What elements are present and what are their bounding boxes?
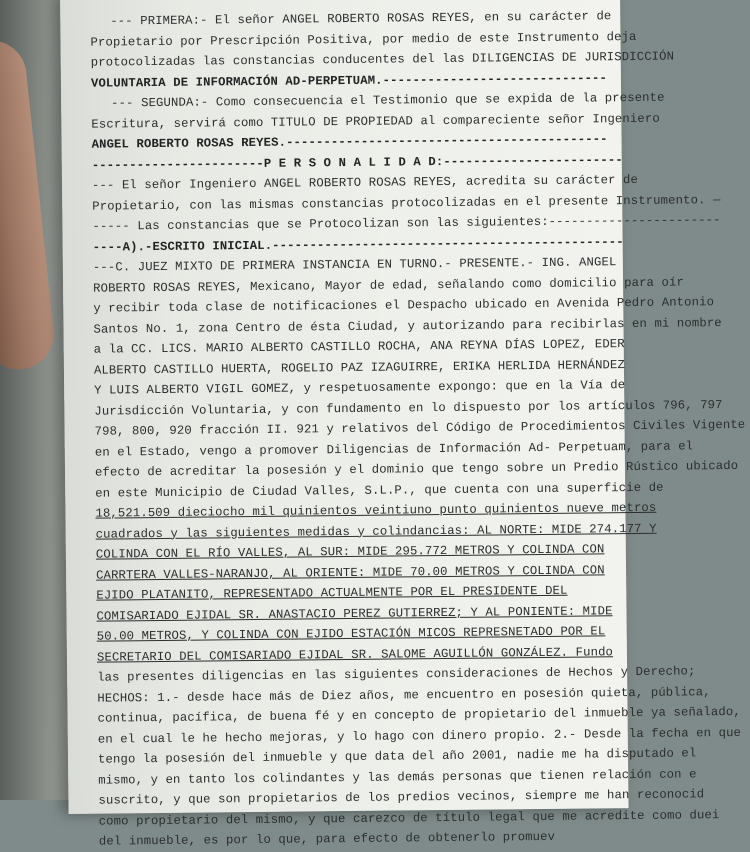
text-line: ---C. JUEZ MIXTO DE PRIMERA INSTANCIA EN TURNO.- PRESENTE.- ING. ANGEL [92,255,617,275]
text-line: ROBERTO ROSAS REYES, Mexicano, Mayor de edad, señalando como domicilio para oír [93,274,684,296]
text-line: cuadrados y las siguientes medidas y colindancias: AL NORTE: MIDE 274.177 Y [95,521,657,542]
text-line: HECHOS: 1.- desde hace más de Diez años, me encuentro en posesión quieta, pública, [97,684,711,706]
text-line: --- PRIMERA:- El señor ANGEL ROBERTO ROSAS REYES, en su carácter de [110,9,612,29]
text-line: --- SEGUNDA:- Como consecuencia el Testimonio que se expida de la presente [111,90,665,111]
text-line: Propietario, con las mismas constancias protocolizadas en el presente Instrumento. — [92,192,721,214]
text-line: las presentes diligencias en las siguientes consideraciones de Hechos y Derecho; [97,664,696,685]
section-heading: -----------------------P E R S O N A L I D A D:------------------------ [91,152,623,173]
text-line: y recibir toda clase de notificaciones el Despacho ubicado en Avenida Pedro Antonio [93,295,715,316]
text-line: Escritura, servirá como TITULO DE PROPIEDAD al compareciente señor Ingeniero [91,111,660,132]
text-line: en este Municipio de Ciudad Valles, S.L.P., que cuenta con una superficie de [95,480,664,501]
text-line: ALBERTO CASTILLO HUERTA, ROGELIO PAZ IZAGUIRRE, ERIKA HERLIDA HERNÁNDEZ [93,357,626,378]
text-line: Y LUIS ALBERTO VIGIL GOMEZ, y respetuosamente expongo: que en la Vía de [94,378,626,398]
text-line: EJIDO PLATANITO, REPRESENTADO ACTUALMENTE POR EL PRESIDENTE DEL [96,583,568,603]
text-line: en el Estado, vengo a promover Diligencias de Información Ad- Perpetuam, para el [94,438,694,460]
text-line: COLINDA CON EL RÍO VALLES, AL SUR: MIDE 295.772 METROS Y COLINDA CON [95,542,605,562]
text-line: como propietario del mismo, y que carezco de título legal que me acredite como duei [98,807,720,829]
text-line: VOLUNTARIA DE INFORMACIÓN AD-PERPETUAM.------------------------------ [90,70,608,91]
text-line: Propietario por Prescripción Positiva, por medio de este Instrumento deja [90,29,637,50]
text-line: protocolizadas las constancias conducentes del las DILIGENCIAS DE JURISDICCIÓN [90,49,675,70]
text-line: ANGEL ROBERTO ROSAS REYES.------------------------------------------- [91,132,608,152]
text-line: COMISARIADO EJIDAL SR. ANASTACIO PEREZ GUTIERREZ; Y AL PONIENTE: MIDE [96,603,613,624]
text-line: CARRTERA VALLES-NARANJO, AL ORIENTE: MIDE 70.00 METROS Y COLINDA CON [96,562,605,583]
text-line: --- El señor Ingeniero ANGEL ROBERTO ROSAS REYES, acredita su carácter de [91,172,639,193]
text-line: tengo la posesión del inmueble y que data del año 2001, nadie me ha disputado el [97,746,697,767]
text-line: 798, 800, 920 fracción II. 921 y relativos del Código de Procedimientos Civiles Vigente [94,417,746,439]
document-text [90,6,746,852]
text-line: ----- Las constancias que se Protocolizan son las siguientes:----------------------- [92,213,721,234]
text-line: mismo, y en tanto los colindantes y las demás personas que tienen relación con e [98,766,697,788]
text-line: SECRETARIO DEL COMISARIADO EJIDAL SR. SALOME AGUILLÓN GONZÁLEZ. Fundo [96,644,614,665]
text-line: a la CC. LICS. MARIO ALBERTO CASTILLO ROCHA, ANA REYNA DÍAS LOPEZ, EDER [93,337,625,357]
section-heading: ----A).-ESCRITO INICIAL.----------------------------------------------- [92,234,624,255]
text-line: 18,521.509 dieciocho mil quinientos veintiuno punto quinientos nueve metros [95,500,657,521]
text-line: suscrito, y que son propietarios de los predios vecinos, siempre me han reconocid [98,787,705,808]
text-line: continua, pacífica, de buena fé y en concepto de propietario del inmueble ya señalado, [97,704,741,726]
text-line: Santos No. 1, zona Centro de ésta Ciudad, y autorizando para recibirlas en mi nombre [93,315,722,337]
document-page [60,0,746,849]
text-line: en el cual le he hecho mejoras, y lo hago con dinero propio. 2.- Desde la fecha en que [97,725,742,747]
text-line: efecto de acreditar la posesión y el dominio que tengo sobre un Predio Rústico ubicado [94,458,739,480]
text-line: Jurisdicción Voluntaria, y con fundamento en lo dispuesto por los artículos 796, 797 [94,397,723,419]
text-line: 50.00 METROS, Y COLINDA CON EJIDO ESTACIÓN MICOS REPRESNETADO POR EL [96,624,606,644]
text-line: del inmueble, es por lo que, para efecto de obtenerlo promuev [98,829,556,849]
